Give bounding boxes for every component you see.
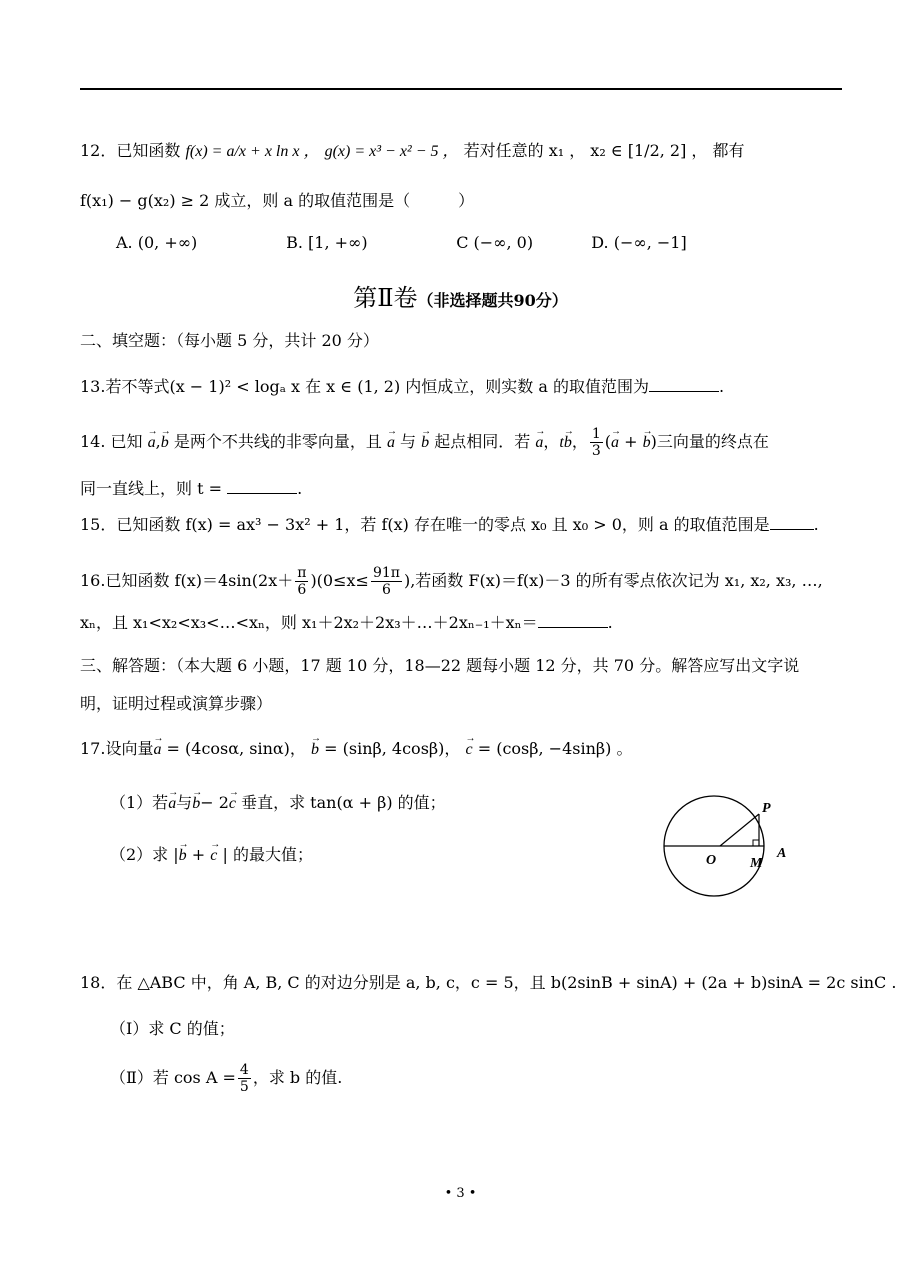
q12-choice-b: B. [1, +∞) (286, 233, 368, 252)
top-rule (80, 88, 842, 90)
page-number: • 3 • (444, 1186, 477, 1201)
q13-number: 13.若不等式 (80, 377, 170, 396)
q12-choice-c: C (−∞, 0) (456, 233, 534, 252)
q18-line1: 18．在 △ABC 中，角 A, B, C 的对边分别是 a, b, c，c = 5，且 b(2sinB + sinA) + (2a + b)sinA = 2c sinC . (80, 973, 897, 992)
q18-part2: （Ⅱ）若 cos A = $\frac{4}{5}$ ，求 b 的值. (110, 1062, 343, 1095)
q14-fraction: $\frac{1}{3}$ (591, 426, 601, 459)
label-O: O (706, 853, 717, 868)
part-title-sub: （非选择题共90分） (417, 291, 568, 310)
label-A: A (777, 846, 787, 861)
q12-choice-a: A. (0, +∞) (116, 233, 198, 252)
unit-circle-figure (650, 790, 790, 902)
q16-line1: 16.已知函数 f(x)＝4sin(2x＋ $\frac{\pi}{6}$ )(0≤x≤ $\frac{91\pi}{6}$ ),若函数 F(x)＝f(x)－3 的所有零点依次记为 x₁, x₂, x₃, …, (80, 565, 823, 598)
q12-choice-d: D. (−∞, −1] (591, 233, 687, 252)
q14-line1: 14. 已知 → a,→ b 是两个不共线的非零向量，且 → a 与 → b 起点相同．若 → a，t→ b， $\frac{1}{3}$ (→ a + → b)三向量的终点在 (80, 426, 769, 459)
q17-intro: 17.设向量→ a = (4cosα, sinα)， → b = (sinβ, 4cosβ)， → c = (cosβ, −4sinβ) 。 (80, 738, 632, 761)
section3-line1: 三、解答题：（本大题 6 小题，17 题 10 分，18—22 题每小题 12 分，共 70 分。解答应写出文字说 (80, 656, 800, 675)
q12-f-definition: f(x) = a/x + x ln x ， (185, 143, 320, 160)
part-title (0, 284, 921, 315)
q17-part2: （2）求 |→ b + → c | 的最大值； (110, 844, 313, 867)
q13-text: (x − 1)² < logₐ x 在 x ∈ (1, 2) 内恒成立，则实数 a 的取值范围为 (169, 377, 650, 396)
q16-line2: xₙ，且 x₁<x₂<x₃<…<xₙ，则 x₁＋2x₂＋2x₃＋…＋2xₙ₋₁＋xₙ＝ . (80, 613, 613, 632)
part-title-main: 第Ⅱ卷 (353, 284, 418, 312)
q13-line: 13.若不等式(x − 1)² < logₐ x 在 x ∈ (1, 2) 内恒成立，则实数 a 的取值范围为 . (80, 377, 725, 396)
label-P: P (762, 801, 771, 816)
label-M: M (750, 856, 763, 871)
q15-line: 15．已知函数 f(x) = ax³ − 3x² + 1，若 f(x) 存在唯一的零点 x₀ 且 x₀ > 0，则 a 的取值范围是 . (80, 515, 819, 534)
q18-part1: （Ⅰ）求 C 的值； (110, 1019, 235, 1038)
section2-heading: 二、填空题：（每小题 5 分，共计 20 分） (80, 331, 379, 350)
q12-line2: f(x₁) − g(x₂) ≥ 2 成立，则 a 的取值范围是（ ） (80, 191, 475, 210)
section3-line2: 明，证明过程或演算步骤） (80, 694, 273, 713)
q17-part1: （1）若→ a与→ b− 2→ c 垂直，求 tan(α + β) 的值； (110, 792, 446, 815)
q12-line1 (80, 140, 745, 163)
q12-number: 12．已知函数 (80, 141, 181, 160)
q14-line2: 同一直线上，则 t = . (80, 479, 303, 498)
q12-condition: 若对任意的 x₁ ， x₂ ∈ [1/2, 2] ， 都有 (463, 141, 745, 160)
q12-g-definition: g(x) = x³ − x² − 5 ， (324, 143, 459, 160)
q12-choices (116, 232, 687, 254)
